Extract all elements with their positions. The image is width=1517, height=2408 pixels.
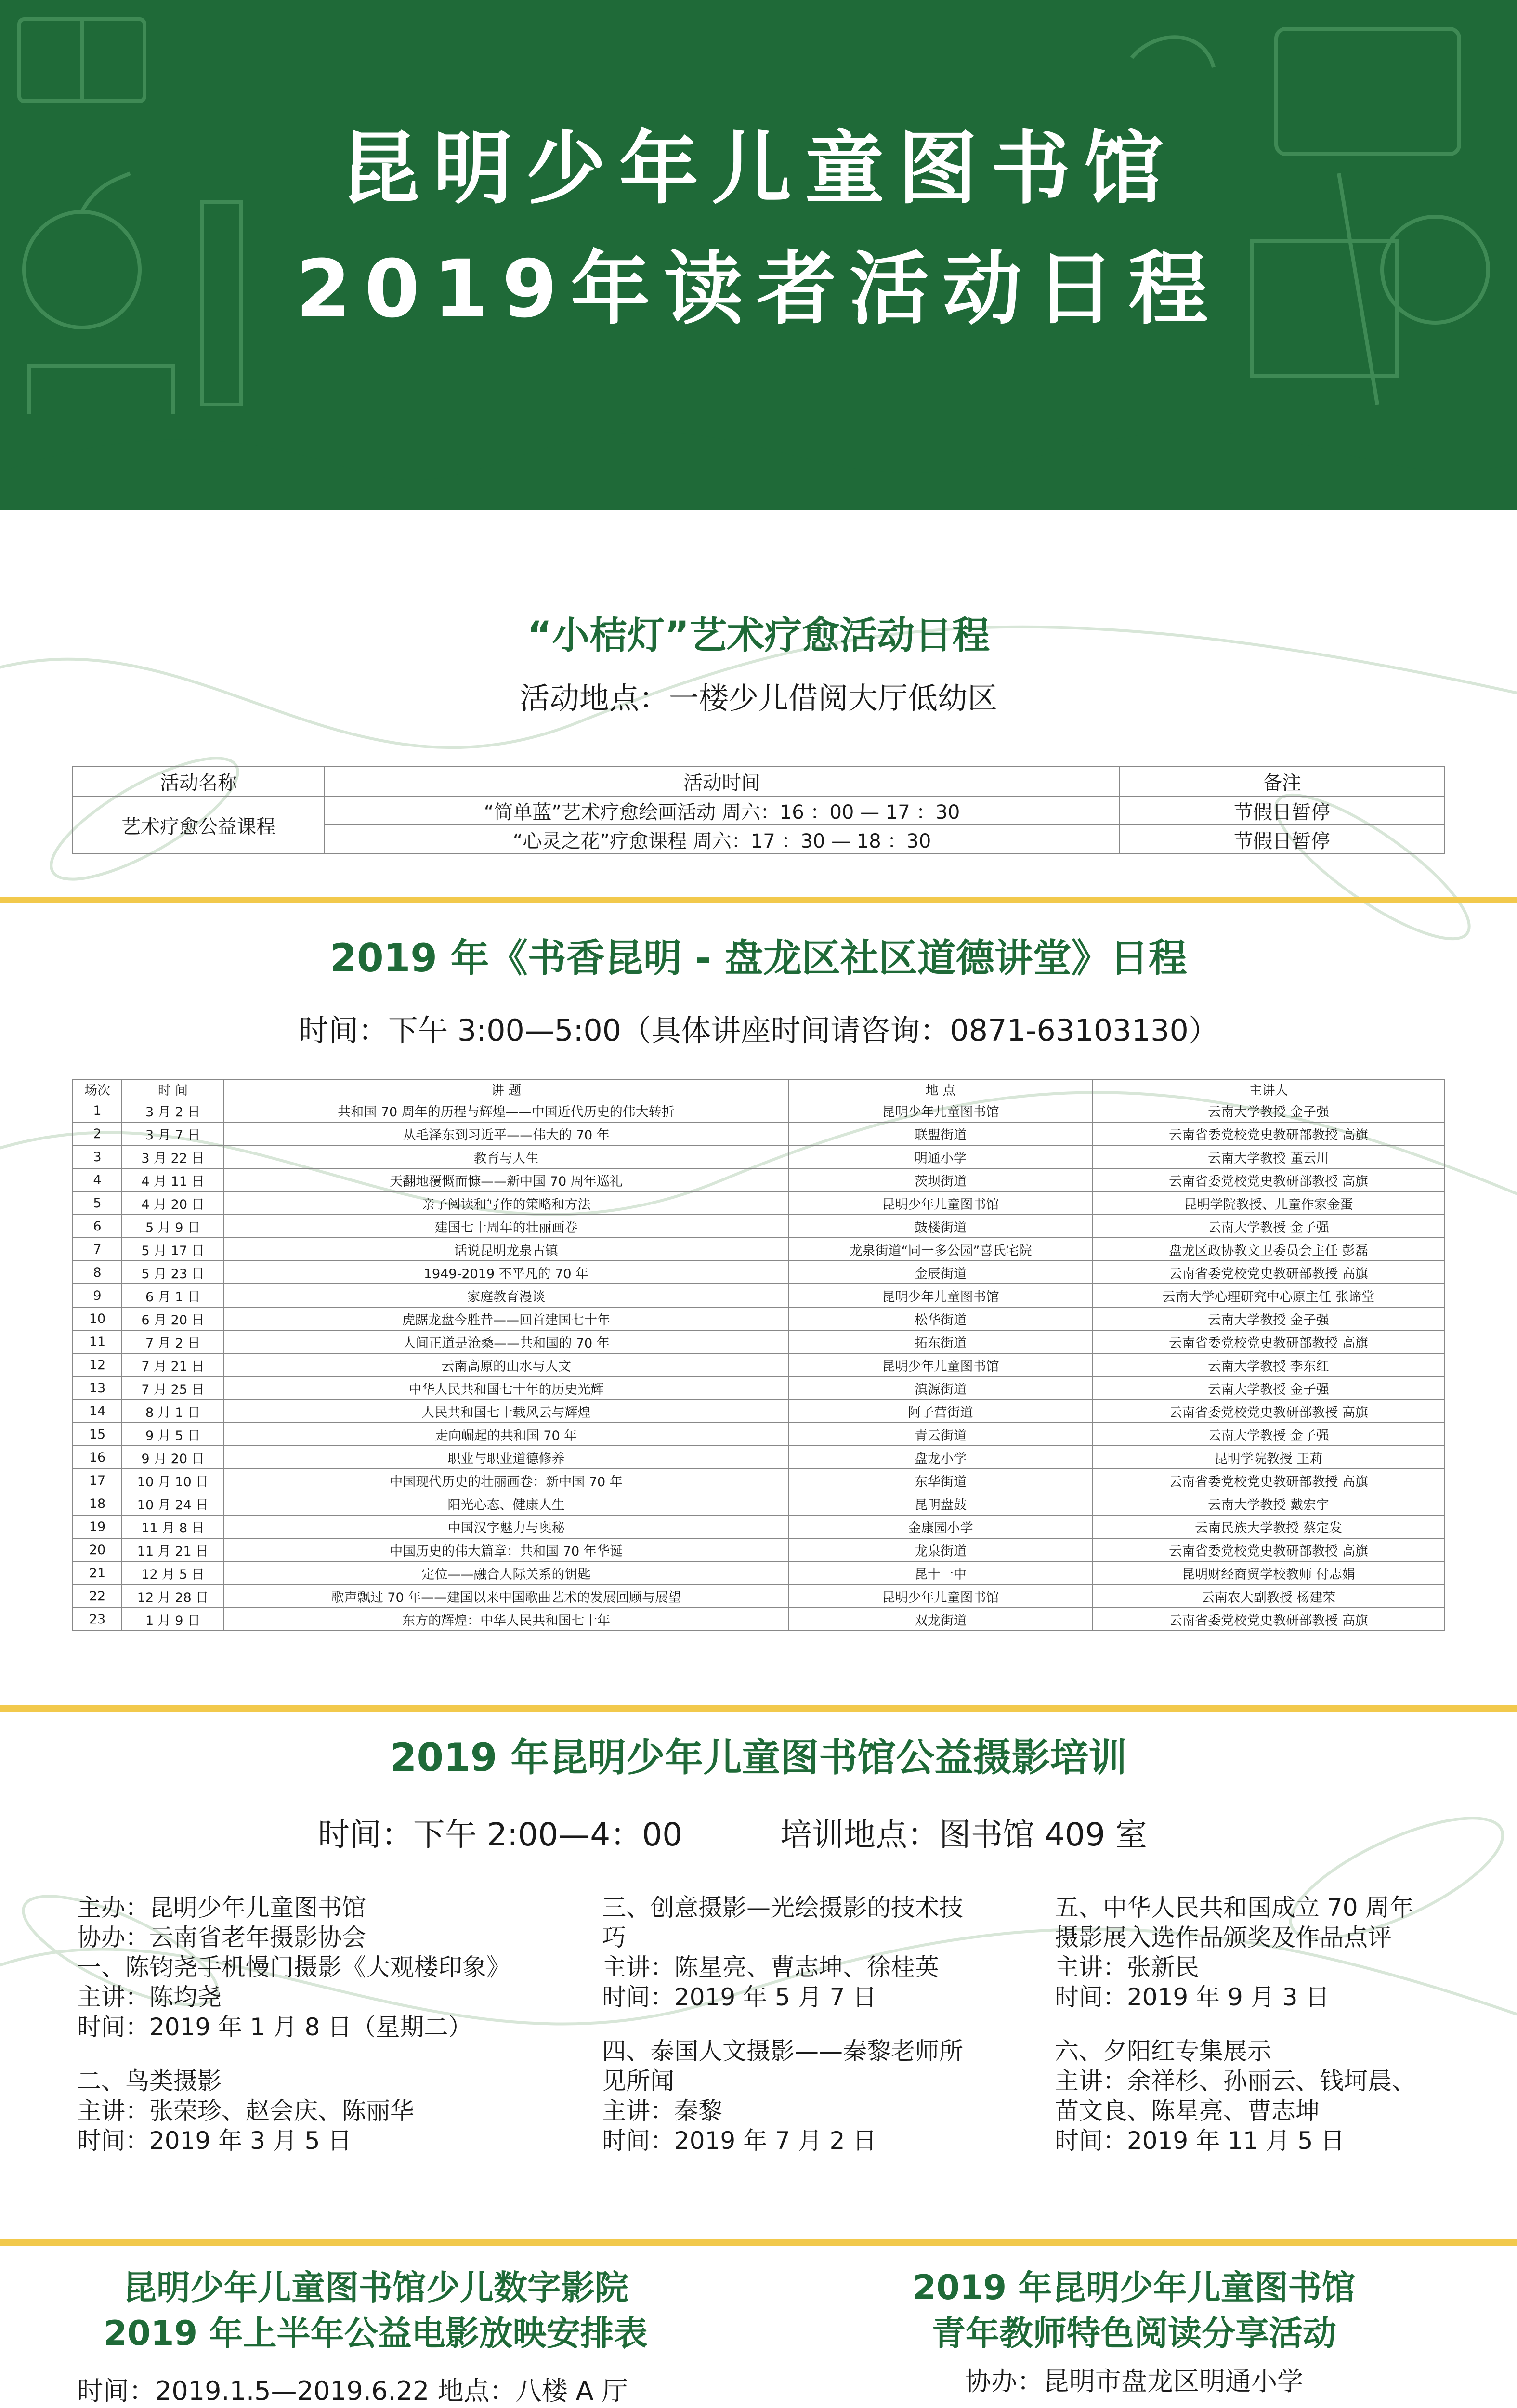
photo-line: 主讲：陈星亮、曹志坤、徐桂英: [602, 1953, 939, 1981]
lecture-no: 8: [73, 1261, 122, 1284]
lecture-no: 19: [73, 1515, 122, 1538]
lecture-speaker: 云南大学教授 金子强: [1093, 1307, 1444, 1330]
lecture-date: 9 月 20 日: [122, 1446, 224, 1469]
lecture-no: 1: [73, 1099, 122, 1122]
lecture-speaker: 云南省委党校党史教研部教授 高旗: [1093, 1330, 1444, 1353]
table-row: [73, 1376, 1444, 1400]
photo-line: 五、中华人民共和国成立 70 周年: [1055, 1894, 1414, 1922]
lecture-place: 联盟街道: [788, 1122, 1093, 1145]
table-row: [73, 1238, 1444, 1261]
page-title-line2: 2019年读者活动日程: [295, 243, 1222, 335]
art-col-name: 活动名称: [73, 766, 324, 796]
lecture-topic: 从毛泽东到习近平——伟大的 70 年: [224, 1122, 788, 1145]
photo-title: 2019 年昆明少年儿童图书馆公益摄影培训: [390, 1735, 1127, 1780]
photo-line: 时间：2019 年 1 月 8 日（星期二）: [77, 2013, 472, 2041]
lecture-topic: 走向崛起的共和国 70 年: [224, 1423, 788, 1446]
lecture-date: 1 月 9 日: [122, 1608, 224, 1631]
photo-line: [77, 2042, 510, 2066]
table-row: [73, 1099, 1444, 1122]
lecture-place: 昆明少年儿童图书馆: [788, 1284, 1093, 1307]
table-row: [73, 1608, 1444, 1631]
art-col-time: 活动时间: [324, 766, 1120, 796]
film-title-line2: 2019 年上半年公益电影放映安排表: [104, 2314, 648, 2353]
art-col-note: 备注: [1120, 766, 1444, 796]
lecture-topic: 人间正道是沧桑——共和国的 70 年: [224, 1330, 788, 1353]
table-row: [73, 1423, 1444, 1446]
lecture-speaker: 昆明财经商贸学校教师 付志娟: [1093, 1561, 1444, 1584]
lecture-speaker: 云南省委党校党史教研部教授 高旗: [1093, 1469, 1444, 1492]
photo-line: [602, 2012, 963, 2036]
lecture-no: 13: [73, 1376, 122, 1400]
table-row: [73, 1191, 1444, 1215]
lecture-place: 鼓楼街道: [788, 1215, 1093, 1238]
photo-line: [1055, 2012, 1416, 2036]
art-row-note: 节假日暂停: [1120, 796, 1444, 825]
lecture-place: 龙泉街道“同一多公园”喜氏宅院: [788, 1238, 1093, 1261]
lecture-place: 昆明盘鼓: [788, 1492, 1093, 1515]
lecture-no: 17: [73, 1469, 122, 1492]
lecture-place: 龙泉街道: [788, 1538, 1093, 1561]
lecture-topic: 中国汉字魅力与奥秘: [224, 1515, 788, 1538]
table-row: [73, 1353, 1444, 1376]
lecture-place: 盘龙小学: [788, 1446, 1093, 1469]
lecture-speaker: 云南大学教授 金子强: [1093, 1099, 1444, 1122]
photo-line: 二、鸟类摄影: [77, 2067, 222, 2095]
photo-line: 主讲：张新民: [1055, 1953, 1199, 1981]
lecture-speaker: 云南大学教授 金子强: [1093, 1215, 1444, 1238]
lecture-speaker: 昆明学院教授、儿童作家金蛋: [1093, 1191, 1444, 1215]
lecture-date: 3 月 7 日: [122, 1122, 224, 1145]
lecture-place: 金康园小学: [788, 1515, 1093, 1538]
lecture-date: 11 月 21 日: [122, 1538, 224, 1561]
lecture-speaker: 云南省委党校党史教研部教授 高旗: [1093, 1400, 1444, 1423]
table-row: [73, 1400, 1444, 1423]
photo-line: 时间：2019 年 9 月 3 日: [1055, 1983, 1330, 2011]
table-row: [73, 1538, 1444, 1561]
lecture-place: 金辰街道: [788, 1261, 1093, 1284]
lecture-place: 昆明少年儿童图书馆: [788, 1353, 1093, 1376]
art-row-time: “心灵之花”疗愈课程 周六：17 ：30 — 18 ：30: [324, 825, 1120, 854]
photo-line: 苗文良、陈星亮、曹志坤: [1055, 2097, 1320, 2125]
lecture-topic: 亲子阅读和写作的策略和方法: [224, 1191, 788, 1215]
teacher-co: 协办：昆明市盘龙区明通小学: [965, 2366, 1303, 2396]
lecture-no: 22: [73, 1584, 122, 1608]
lecture-topic: 歌声飘过 70 年——建国以来中国歌曲艺术的发展回顾与展望: [224, 1584, 788, 1608]
lecture-col-topic: 讲 题: [224, 1079, 788, 1099]
lecture-col-no: 场次: [73, 1079, 122, 1099]
lecture-no: 23: [73, 1608, 122, 1631]
photo-line: 六、夕阳红专集展示: [1055, 2037, 1271, 2065]
page-title-line1: 昆明少年儿童图书馆: [340, 122, 1177, 215]
table-row: [73, 1492, 1444, 1515]
lecture-topic: 东方的辉煌：中华人民共和国七十年: [224, 1608, 788, 1631]
lecture-speaker: 云南大学教授 金子强: [1093, 1376, 1444, 1400]
photo-column-3: [1055, 1893, 1416, 2156]
art-row-note: 节假日暂停: [1120, 825, 1444, 854]
lecture-speaker: 云南省委党校党史教研部教授 高旗: [1093, 1608, 1444, 1631]
lecture-no: 12: [73, 1353, 122, 1376]
lecture-no: 21: [73, 1561, 122, 1584]
photo-line: 三、创意摄影—光绘摄影的技术技: [602, 1894, 963, 1922]
lecture-place: 双龙街道: [788, 1608, 1093, 1631]
photo-line: 主讲：余祥杉、孙丽云、钱坷晨、: [1055, 2067, 1416, 2095]
teacher-title-line2: 青年教师特色阅读分享活动: [932, 2314, 1336, 2353]
lecture-date: 7 月 21 日: [122, 1353, 224, 1376]
table-row: [73, 1307, 1444, 1330]
photo-line: 主讲：秦黎: [602, 2097, 722, 2125]
lecture-speaker: 云南大学教授 李东红: [1093, 1353, 1444, 1376]
lecture-speaker: 云南大学教授 董云川: [1093, 1145, 1444, 1168]
lecture-col-date: 时 间: [122, 1079, 224, 1099]
lecture-place: 昆明少年儿童图书馆: [788, 1584, 1093, 1608]
lecture-no: 6: [73, 1215, 122, 1238]
lecture-no: 3: [73, 1145, 122, 1168]
lecture-no: 16: [73, 1446, 122, 1469]
table-row: [73, 1261, 1444, 1284]
photo-line: 主讲：张荣珍、赵会庆、陈丽华: [77, 2097, 414, 2125]
separator: [0, 2239, 1517, 2246]
table-row: [73, 1168, 1444, 1191]
lecture-speaker: 云南省委党校党史教研部教授 高旗: [1093, 1168, 1444, 1191]
art-course: 艺术疗愈公益课程: [73, 796, 324, 854]
lecture-date: 12 月 28 日: [122, 1584, 224, 1608]
photo-line: 时间：2019 年 11 月 5 日: [1055, 2127, 1345, 2155]
photo-column-1: [77, 1893, 510, 2156]
lecture-no: 18: [73, 1492, 122, 1515]
table-row: [73, 1515, 1444, 1538]
lecture-topic: 家庭教育漫谈: [224, 1284, 788, 1307]
lecture-title: 2019 年《书香昆明 - 盘龙区社区道德讲堂》日程: [330, 936, 1187, 981]
lecture-date: 7 月 2 日: [122, 1330, 224, 1353]
lecture-date: 5 月 9 日: [122, 1215, 224, 1238]
photo-line: 巧: [602, 1924, 626, 1951]
lecture-topic: 人民共和国七十载风云与辉煌: [224, 1400, 788, 1423]
table-row: [73, 1584, 1444, 1608]
photo-line: 时间：2019 年 3 月 5 日: [77, 2127, 352, 2155]
lecture-date: 7 月 25 日: [122, 1376, 224, 1400]
lecture-time: 时间：下午 3:00—5:00（具体讲座时间请咨询：0871-63103130）: [299, 1013, 1218, 1048]
photo-line: 四、泰国人文摄影——秦黎老师所: [602, 2037, 963, 2065]
lecture-no: 7: [73, 1238, 122, 1261]
teacher-title-line1: 2019 年昆明少年儿童图书馆: [913, 2268, 1356, 2307]
lecture-table: [72, 1079, 1445, 1631]
lecture-no: 11: [73, 1330, 122, 1353]
lecture-place: 昆明少年儿童图书馆: [788, 1099, 1093, 1122]
lecture-place: 茨坝街道: [788, 1168, 1093, 1191]
table-row: [73, 1561, 1444, 1584]
teacher-info: [799, 2406, 1354, 2408]
lecture-place: 滇源街道: [788, 1376, 1093, 1400]
lecture-topic: 中华人民共和国七十年的历史光辉: [224, 1376, 788, 1400]
lecture-speaker: 云南大学心理研究中心原主任 张谛堂: [1093, 1284, 1444, 1307]
lecture-place: 青云街道: [788, 1423, 1093, 1446]
lecture-topic: 共和国 70 周年的历程与辉煌——中国近代历史的伟大转折: [224, 1099, 788, 1122]
separator: [0, 1705, 1517, 1712]
film-title-line1: 昆明少年儿童图书馆少儿数字影院: [123, 2268, 628, 2307]
photo-line: 主讲：陈均尧: [77, 1983, 222, 2011]
lecture-date: 3 月 2 日: [122, 1099, 224, 1122]
photo-line: 摄影展入选作品颁奖及作品点评: [1055, 1924, 1392, 1951]
lecture-date: 12 月 5 日: [122, 1561, 224, 1584]
lecture-no: 15: [73, 1423, 122, 1446]
lecture-place: 昆明少年儿童图书馆: [788, 1191, 1093, 1215]
lecture-place: 昆十一中: [788, 1561, 1093, 1584]
header-wave: [0, 414, 1517, 549]
photo-column-2: [602, 1893, 963, 2156]
lecture-speaker: 云南省委党校党史教研部教授 高旗: [1093, 1538, 1444, 1561]
photo-line: 主办：昆明少年儿童图书馆: [77, 1894, 366, 1922]
lecture-topic: 教育与人生: [224, 1145, 788, 1168]
lecture-topic: 中国现代历史的壮丽画卷：新中国 70 年: [224, 1469, 788, 1492]
lecture-place: 东华街道: [788, 1469, 1093, 1492]
photo-line: 时间：2019 年 7 月 2 日: [602, 2127, 877, 2155]
table-row: [73, 1215, 1444, 1238]
lecture-place: 拓东街道: [788, 1330, 1093, 1353]
lecture-date: 6 月 20 日: [122, 1307, 224, 1330]
lecture-topic: 中国历史的伟大篇章：共和国 70 年华诞: [224, 1538, 788, 1561]
lecture-topic: 云南高原的山水与人文: [224, 1353, 788, 1376]
lecture-speaker: 云南省委党校党史教研部教授 高旗: [1093, 1261, 1444, 1284]
separator: [0, 897, 1517, 903]
lecture-no: 4: [73, 1168, 122, 1191]
lecture-date: 4 月 20 日: [122, 1191, 224, 1215]
art-title: “小桔灯”艺术疗愈活动日程: [527, 614, 990, 657]
photo-line: 一、陈钧尧手机慢门摄影《大观楼印象》: [77, 1953, 510, 1981]
lecture-speaker: 盘龙区政协教文卫委员会主任 彭磊: [1093, 1238, 1444, 1261]
table-row: [73, 1122, 1444, 1145]
lecture-date: 10 月 24 日: [122, 1492, 224, 1515]
photo-line: 协办：云南省老年摄影协会: [77, 1924, 366, 1951]
lecture-date: 5 月 17 日: [122, 1238, 224, 1261]
photo-place: 培训地点：图书馆 409 室: [780, 1816, 1147, 1853]
lecture-no: 20: [73, 1538, 122, 1561]
photo-time: 时间：下午 2:00—4：00: [318, 1816, 683, 1853]
table-row: [73, 1446, 1444, 1469]
lecture-topic: 天翻地覆慨而慷——新中国 70 周年巡礼: [224, 1168, 788, 1191]
photo-line: 见所闻: [602, 2067, 674, 2095]
lecture-speaker: 云南民族大学教授 蔡定发: [1093, 1515, 1444, 1538]
lecture-date: 6 月 1 日: [122, 1284, 224, 1307]
lecture-no: 2: [73, 1122, 122, 1145]
lecture-col-place: 地 点: [788, 1079, 1093, 1099]
art-location: 活动地点：一楼少儿借阅大厅低幼区: [519, 681, 997, 716]
table-row: [73, 1284, 1444, 1307]
lecture-topic: 职业与职业道德修养: [224, 1446, 788, 1469]
lecture-no: 9: [73, 1284, 122, 1307]
film-info: 时间：2019.1.5—2019.6.22 地点：八楼 A 厅: [77, 2376, 628, 2406]
lecture-speaker: 云南大学教授 戴宏宇: [1093, 1492, 1444, 1515]
table-row: [73, 1330, 1444, 1353]
lecture-topic: 1949-2019 不平凡的 70 年: [224, 1261, 788, 1284]
lecture-no: 10: [73, 1307, 122, 1330]
lecture-place: 明通小学: [788, 1145, 1093, 1168]
lecture-topic: 阳光心态、健康人生: [224, 1492, 788, 1515]
lecture-place: 松华街道: [788, 1307, 1093, 1330]
table-row: [73, 1145, 1444, 1168]
lecture-date: 3 月 22 日: [122, 1145, 224, 1168]
lecture-topic: 定位——融合人际关系的钥匙: [224, 1561, 788, 1584]
lecture-place: 阿子营街道: [788, 1400, 1093, 1423]
lecture-date: 11 月 8 日: [122, 1515, 224, 1538]
art-row-time: “简单蓝”艺术疗愈绘画活动 周六：16 ：00 — 17 ：30: [324, 796, 1120, 825]
table-row: [73, 1469, 1444, 1492]
lecture-date: 5 月 23 日: [122, 1261, 224, 1284]
lecture-no: 5: [73, 1191, 122, 1215]
lecture-date: 8 月 1 日: [122, 1400, 224, 1423]
lecture-speaker: 云南农大副教授 杨建荣: [1093, 1584, 1444, 1608]
lecture-col-speaker: 主讲人: [1093, 1079, 1444, 1099]
lecture-no: 14: [73, 1400, 122, 1423]
lecture-speaker: 云南大学教授 金子强: [1093, 1423, 1444, 1446]
art-table: [72, 766, 1445, 854]
lecture-topic: 建国七十周年的壮丽画卷: [224, 1215, 788, 1238]
lecture-speaker: 昆明学院教授 王莉: [1093, 1446, 1444, 1469]
lecture-topic: 话说昆明龙泉古镇: [224, 1238, 788, 1261]
lecture-topic: 虎踞龙盘今胜昔——回首建国七十年: [224, 1307, 788, 1330]
lecture-date: 4 月 11 日: [122, 1168, 224, 1191]
lecture-speaker: 云南省委党校党史教研部教授 高旗: [1093, 1122, 1444, 1145]
lecture-date: 10 月 10 日: [122, 1469, 224, 1492]
lecture-date: 9 月 5 日: [122, 1423, 224, 1446]
photo-line: 时间：2019 年 5 月 7 日: [602, 1983, 877, 2011]
